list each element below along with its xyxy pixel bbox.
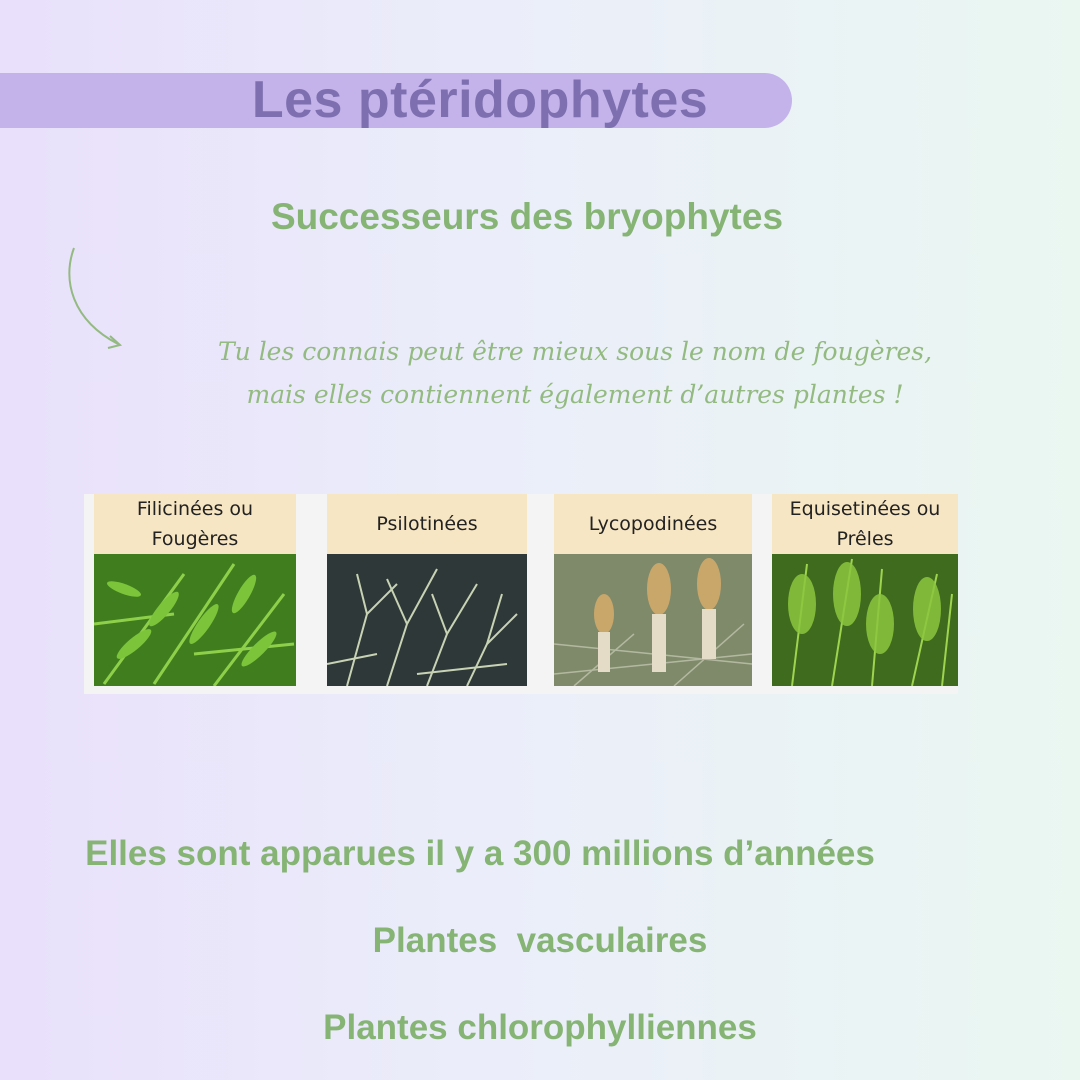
note-line-2: mais elles contiennent également d’autres plantes ! [246,380,904,409]
group-card-filicinees [94,494,296,694]
group-card-psilotinees [327,494,527,694]
group-label: Equisetinées ou Prêles [772,494,958,554]
group-label: Psilotinées [327,494,527,554]
group-label: Filicinées ou Fougères [94,494,296,554]
note-line-1: Tu les connais peut être mieux sous le nom de fougères, [217,337,933,366]
plant-groups-panel [84,494,958,694]
group-card-lycopodinees [554,494,752,694]
cones-photo [554,554,752,686]
fact-age: Elles sont apparues il y a 300 millions d’années [85,834,875,873]
handwritten-note [110,330,1040,416]
page-title: Les ptéridophytes [251,71,709,129]
fact-vascular: Plantes vasculaires [372,921,708,960]
horsetail-photo [772,554,958,686]
group-card-equisetinees [772,494,958,694]
group-label: Lycopodinées [554,494,752,554]
psilotum-photo [327,554,527,686]
fern-photo [94,554,296,686]
fact-chlorophyll: Plantes chlorophylliennes [323,1008,757,1047]
subtitle: Successeurs des bryophytes [270,196,784,237]
